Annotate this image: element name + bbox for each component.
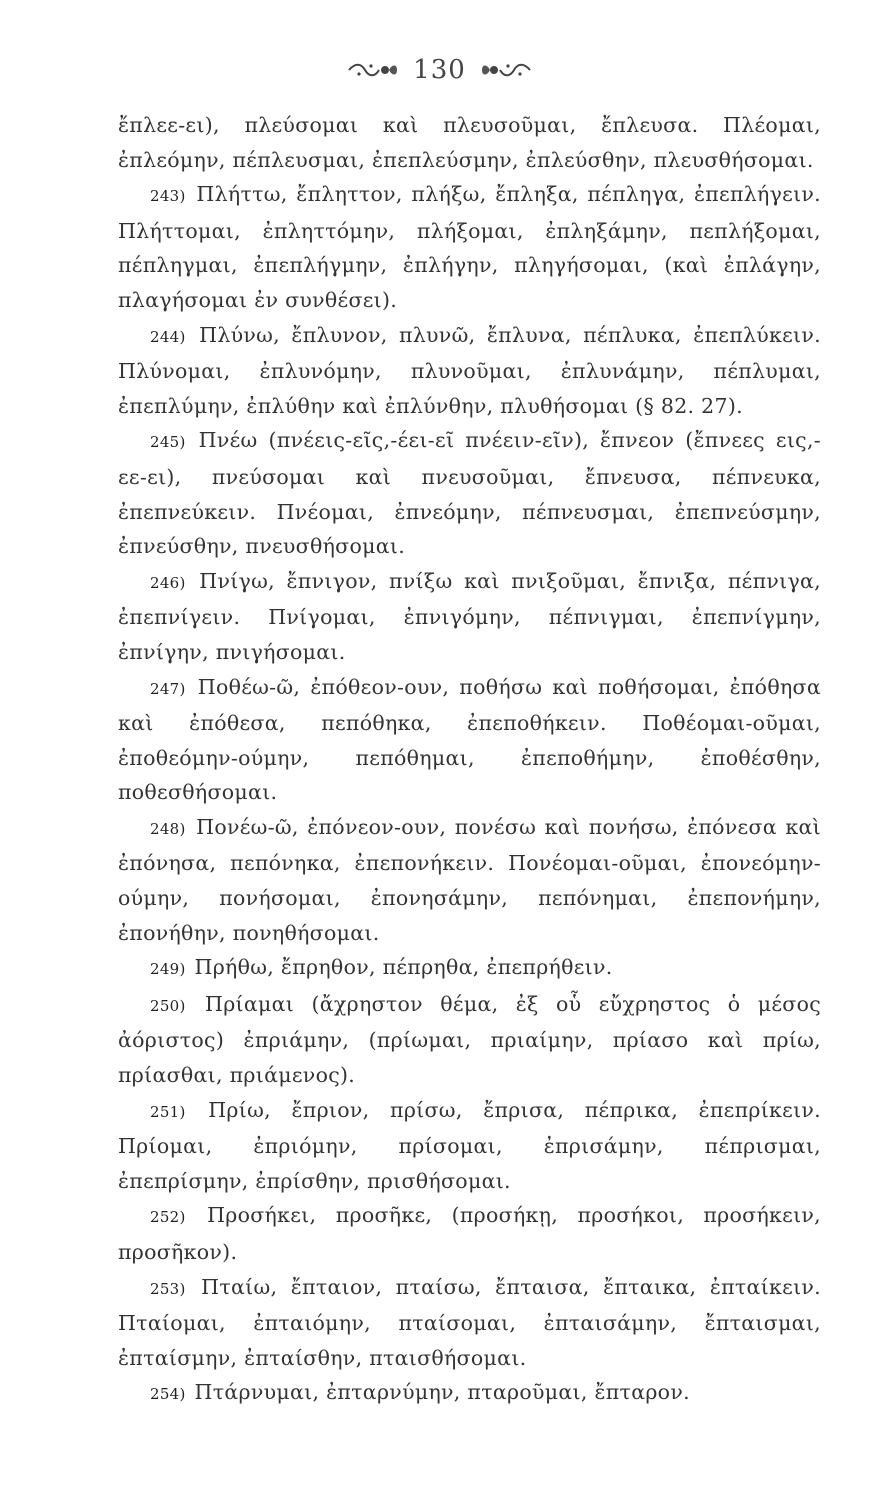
entry-number: 249) [150,960,186,979]
verb-entry-246 [118,564,821,670]
paragraph-continued: ἔπλεε-ει), πλεύσομαι καὶ πλευσοῦμαι, ἔπλευσα. Πλέομαι, ἐπλεόμην, πέπλευσμαι, ἐπεπλεύσμην, ἐπλεύσθην, πλευσθήσομαι. [118,113,821,172]
right-ornament-icon [480,59,532,81]
body-text [118,108,821,1412]
entry-text: Πρίω, ἔπριον, πρίσω, ἔπρισα, πέπρικα, ἐπεπρίκειν. Πρίομαι, ἐπριόμην, πρίσομαι, ἐπρισάμην, πέπρισμαι, ἐπεπρίσμην, ἐπρίσθην, πρισθήσομαι. [118,1097,821,1193]
entry-number: 250) [150,996,186,1015]
verb-entry-248 [118,810,821,950]
verb-entry-251 [118,1093,821,1199]
verb-entry-244 [118,318,821,424]
verb-entry-243 [118,177,821,317]
entry-number: 254) [150,1385,186,1404]
entry-text: Πλύνω, ἔπλυνον, πλυνῶ, ἔπλυνα, πέπλυκα, ἐπεπλύκειν. Πλύνομαι, ἐπλυνόμην, πλυνοῦμαι, ἐπλυνάμην, πέπλυμαι, ἐπεπλύμην, ἐπλύθην καὶ ἐπλύνθην, πλυθήσομαι (§ 82. 27). [118,322,821,418]
entry-number: 245) [150,433,186,452]
entry-text: Πνίγω, ἔπνιγον, πνίξω καὶ πνιξοῦμαι, ἔπνιξα, πέπνιγα, ἐπεπνίγειν. Πνίγομαι, ἐπνιγόμην, πέπνιγμαι, ἐπεπνίγμην, ἐπνίγην, πνιγήσομαι. [118,568,821,664]
page-header [58,50,821,90]
verb-entry-254 [118,1375,821,1412]
page-number: 130 [413,55,466,85]
entry-text: Πρίαμαι (ἄχρηστον θέμα, ἐξ οὗ εὔχρηστος ὁ μέσος ἀόριστος) ἐπριάμην, (πρίωμαι, πριαίμην, πρίασο καὶ πρίω, πρίασθαι, πριάμενος). [118,991,821,1088]
entry-text: Πτάρνυμαι, ἐπταρνύμην, πταροῦμαι, ἔπταρον. [194,1380,690,1405]
entry-text: Πρήθω, ἔπρηθον, πέπρηθα, ἐπεπρήθειν. [194,955,613,980]
verb-entry-253 [118,1270,821,1376]
entry-text: Ποθέω-ῶ, ἐπόθεον-ουν, ποθήσω καὶ ποθήσομαι, ἐπόθησα καὶ ἐπόθεσα, πεπόθηκα, ἐπεποθήκειν. Ποθέομαι-οῦμαι, ἐποθεόμην-ούμην, πεπόθημαι, ἐπεποθήμην, ἐποθέσθην, ποθεσθήσομαι. [118,674,821,805]
entry-text: Πονέω-ῶ, ἐπόνεον-ουν, πονέσω καὶ πονήσω, ἐπόνεσα καὶ ἐπόνησα, πεπόνηκα, ἐπεπονήκειν. Πονέομαι-οῦμαι, ἐπονεόμην-ούμην, πονήσομαι, ἐπονησάμην, πεπόνημαι, ἐπεπονήμην, ἐπονήθην, πονηθήσομαι. [118,814,821,945]
entry-number: 252) [150,1208,186,1227]
entry-text: Πλήττω, ἔπληττον, πλήξω, ἔπληξα, πέπληγα, ἐπεπλήγειν. Πλήττομαι, ἐπληττόμην, πλήξομαι, ἐπληξάμην, πεπλήξομαι, πέπληγμαι, ἐπεπλήγμην, ἐπλήγην, πληγήσομαι, (καὶ ἐπλάγην, πλαγήσομαι ἐν συνθέσει). [118,182,822,312]
left-ornament-icon [347,59,399,81]
entry-number: 243) [150,187,186,206]
entry-text: Προσήκει, προσῆκε, (προσήκῃ, προσήκοι, προσήκειν, προσῆκον). [118,1203,821,1264]
entry-text: Πνέω (πνέεις-εῖς,-έει-εῖ πνέειν-εῖν), ἔπνεον (ἔπνεες εις,-εε-ει), πνεύσομαι καὶ πνευσοῦμαι, ἔπνευσα, πέπνευκα, ἐπεπνεύκειν. Πνέομαι, ἐπνεόμην, πέπνευσμαι, ἐπεπνεύσμην, ἐπνεύσθην, πνευσθήσομαι. [118,428,821,559]
verb-entry-250 [118,987,821,1093]
entry-number: 244) [150,327,186,346]
verb-entry-252 [118,1198,821,1269]
entry-text: Πταίω, ἔπταιον, πταίσω, ἔπταισα, ἔπταικα, ἐπταίκειν. Πταίομαι, ἐπταιόμην, πταίσομαι, ἐπταισάμην, ἔπταισμαι, ἐπταίσμην, ἐπταίσθην, πταισθήσομαι. [118,1274,821,1370]
entry-number: 251) [150,1102,186,1121]
entry-number: 248) [150,819,186,838]
verb-entry-245 [118,423,821,563]
entry-number: 247) [150,679,186,698]
entry-number: 253) [150,1279,186,1298]
entry-number: 246) [150,573,186,592]
verb-entry-247 [118,670,821,810]
verb-entry-249 [118,950,821,987]
